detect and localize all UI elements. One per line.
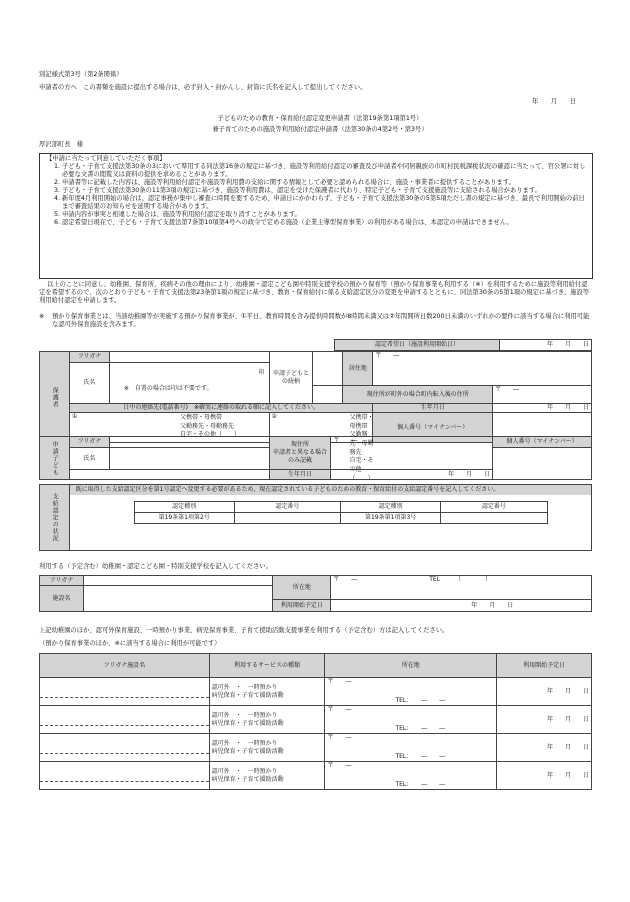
contact-type[interactable]: 自宅・その他（ ）: [179, 431, 240, 439]
seal-mark: 印: [258, 369, 265, 376]
other-furigana-line[interactable]: [40, 769, 209, 782]
notice-heading: 【申請に当たって同意していただく事項】: [46, 155, 166, 162]
cert-type-header: 認定種別: [134, 501, 234, 512]
guardian-furigana-field[interactable]: [109, 352, 269, 363]
service-option[interactable]: 認可外 ・ 一時預かり: [211, 740, 278, 747]
relation-field[interactable]: [313, 352, 343, 386]
facility-name-label: 施設名: [40, 586, 84, 612]
child-mynumber-label: 個人番号（マイナンバー）: [493, 437, 592, 448]
other-row-start[interactable]: 年 月 日: [497, 734, 592, 762]
guardian-name-field[interactable]: [109, 363, 269, 404]
other-row-name[interactable]: [40, 762, 210, 790]
cert-no-header: 認定番号: [441, 501, 548, 512]
status-cell: [69, 485, 591, 551]
notice-item: 3. 子ども・子育て支援法第30条の11第3項の規定に基づき、施設等利用費は、認定を受けた保護者に代わり、特定子ども・子育て支援施設等に支給される場合があります。: [62, 187, 586, 195]
facility-furigana-label: フリガナ: [40, 576, 84, 586]
other-row-location[interactable]: [325, 678, 497, 706]
cert-type-3: 第19条第1項第3号: [341, 512, 441, 523]
consent-notice-box: [39, 153, 593, 279]
contact-heading: 日中の連絡先(電話番号) ※確実に連絡の取れる順に記入してください。: [69, 404, 372, 413]
child-birth-field[interactable]: 年 月 日: [331, 470, 493, 480]
child-name-field[interactable]: [109, 448, 269, 470]
service-option[interactable]: 病児保育・子育て援助活動: [211, 747, 284, 755]
relation-label: 申請子どもとの続柄: [269, 352, 313, 404]
guardian-birth-field[interactable]: 年 月 日: [493, 404, 592, 413]
other-row-name[interactable]: [40, 678, 210, 706]
facility-name-field[interactable]: [83, 586, 272, 612]
cert-number-table: [134, 501, 548, 524]
title-1: 子どものための教育・保育給付認定変更申請書（法第19条第1項第1号）: [217, 115, 423, 122]
status-label: 支給認定の状況: [40, 485, 70, 551]
service-option[interactable]: 病児保育・子育て援助活動: [211, 775, 284, 783]
cert-no-header: 認定番号: [234, 501, 341, 512]
other-furigana-line[interactable]: [40, 741, 209, 754]
desired-date-label: 認定希望日（施設利用開始日）: [335, 340, 500, 351]
facility-start-label: 利用開始予定日: [273, 600, 331, 612]
other-col-location: 所在地: [325, 654, 497, 678]
child-address-field[interactable]: 〒 ―: [331, 437, 493, 470]
title-2: 兼子育てのための施設等利用給付認定申請書（法第30条の4第2号・第3号）: [212, 126, 428, 133]
contact-1-number: ①: [71, 413, 78, 420]
outside-address-label: 現住所が町外の場合町内転入後の住所: [343, 386, 493, 404]
postal: 〒 ―: [327, 734, 352, 741]
other-row-service[interactable]: [209, 734, 325, 762]
child-blank: [69, 470, 269, 480]
notice-item: 1. 子ども・子育て支援法第30条の3において準用する同法第16条の規定に基づき、施設等利用給付認定の審査及び申請者や同居親族の市町村民税課税状況の確認に当たって、官公署に対し必要な文書の閲覧又は資料の提供を求めることがあります。: [62, 163, 586, 179]
seal-note: ※ 自署の場合は印は不要です。: [123, 385, 213, 392]
child-furigana-label: フリガナ: [69, 437, 109, 448]
facility-table: [39, 575, 592, 612]
postal: 〒 ―: [327, 678, 352, 685]
contact-type[interactable]: 父勤務先・母勤務先: [179, 422, 234, 430]
other-services-table: [39, 653, 592, 790]
mynumber-label: 個人番号（マイナンバー）: [373, 413, 493, 443]
tel: TEL： ― ―: [395, 696, 446, 704]
other-row-start[interactable]: 年 月 日: [497, 678, 592, 706]
service-option[interactable]: 認可外 ・ 一時預かり: [211, 712, 278, 719]
child-birth-label: 生年月日: [269, 470, 331, 480]
other-row-start[interactable]: 年 月 日: [497, 762, 592, 790]
child-mynumber-field[interactable]: [493, 448, 592, 480]
status-text: 既に取得した支給認定区分を第1号認定へ変更する必要があるため、現在認定されている子どものための教育・保育給付の支給認定番号を記入してください。: [70, 485, 591, 495]
facility-start-field[interactable]: 年 月 日: [331, 600, 592, 612]
other-row-location[interactable]: [325, 706, 497, 734]
other-row-service[interactable]: [209, 762, 325, 790]
furigana-label: フリガナ: [69, 352, 109, 363]
other-col-start: 利用開始予定日: [497, 654, 592, 678]
desired-date-table: [334, 339, 592, 351]
outside-address-field[interactable]: 〒 ―: [493, 386, 592, 404]
residence-field[interactable]: 〒 ―: [373, 352, 592, 386]
other-row-start[interactable]: 年 月 日: [497, 706, 592, 734]
date-line: 年 月 日: [532, 98, 577, 105]
notice-item: 5. 申請内容が事実と相違した場合は、施設等利用給付認定を取り消すことがあります。: [62, 211, 586, 219]
postal: 〒 ―: [327, 762, 352, 769]
tel: TEL： ― ―: [395, 780, 446, 788]
residence-label: 居住地: [343, 352, 373, 386]
child-table: [39, 436, 592, 480]
instruction: 申請者の方へ この書類を施設に提出する場合は、必ず封入・封かんし、封筒に氏名を記入して提出してください。: [39, 84, 367, 91]
guardian-label: 保護者: [40, 352, 70, 444]
name-label: 氏名: [69, 363, 109, 404]
addressee: 厚沢部町長 様: [39, 141, 84, 148]
other-row-location[interactable]: [325, 762, 497, 790]
child-label: 申請子ども: [40, 437, 70, 480]
consent-text: 以上のことに同意し、幼稚園、保育所、疾病その他の理由により、幼稚園・認定こども園や特別支援学校の預かり保育等（預かり保育事業も利用する（※）を利用するために施設等利用給付認定を希望するので、次のとおり子ども・子育て支援法第23条第1項の規定に基づき、教育・保育給付に係る支給認定区分の変更を申請するとともに、同法第30条の5第1項の規定に基づき、施設等利用給付認定を申請します。: [39, 281, 590, 305]
notice-item: 4. 新年度4月利用開始の場合は、認定事務が集中し審査に時間を要するため、申請日にかかわらず、子ども・子育て支援法第30条の5第5項ただし書の規定に基づき、最長で利用開始の前日まで審査結果のお知らせを延期する場合があります。: [62, 195, 586, 211]
child-current-address-label: [269, 437, 331, 470]
contact-type[interactable]: 父携帯・母携帯: [179, 414, 222, 421]
status-table: [39, 484, 592, 551]
notice-list: [40, 163, 592, 227]
facility-postal: 〒 ―: [333, 576, 358, 583]
notice-item: 6. 認定希望日現在で、子ども・子育て支援法第7条第10項第4号への政令で定める施設（企業主導型保育事業）の利用がある場合は、本認定の申請はできません。: [62, 219, 586, 227]
other-furigana-line[interactable]: [40, 713, 209, 726]
form-id: 別記様式第3号（第2条関係）: [39, 71, 123, 78]
facility-furigana-field[interactable]: [83, 576, 272, 586]
contact-type[interactable]: 自宅・その他（ ）: [349, 457, 374, 482]
current-address-text: 現住所: [291, 440, 310, 448]
service-option[interactable]: 病児保育・子育て援助活動: [211, 691, 284, 699]
other-furigana-line[interactable]: [40, 685, 209, 698]
facility-tel: TEL （ ）: [429, 576, 491, 583]
different-address-note: 申請者と異なる場合のみ記載: [273, 448, 328, 465]
other-note: （預かり保育事業のほか、※に該当する場合に利用が可能です）: [39, 640, 221, 647]
tel: TEL： ― ―: [395, 752, 446, 760]
birth-label: 生年月日: [373, 404, 493, 413]
child-furigana-field[interactable]: [109, 437, 269, 448]
service-option[interactable]: 病児保育・子育て援助活動: [211, 719, 284, 727]
other-col-name: フリガナ施設名: [40, 654, 210, 678]
cert-no-3-field[interactable]: [441, 512, 548, 523]
footnote-mark: ※: [39, 313, 45, 320]
facility-intro: 利用する（予定含む）幼稚園・認定こども園・特別支援学校を記入してください。: [39, 563, 272, 570]
postal: 〒 ―: [327, 706, 352, 713]
contact-2-number: ②: [271, 413, 277, 420]
child-name-label: 氏名: [69, 448, 109, 470]
other-intro: 上記幼稚園のほか、認可外保育施設、一時預かり事業、病児保育事業、子育て援助活動支援事業を利用する（予定含む）方は記入してください。: [39, 627, 449, 634]
relation-field-lower[interactable]: [313, 386, 343, 404]
cert-type-header: 認定種別: [341, 501, 441, 512]
facility-location-label: 所在地: [273, 576, 331, 600]
service-option[interactable]: 認可外 ・ 一時預かり: [211, 684, 278, 691]
other-row-service[interactable]: [209, 706, 325, 734]
tel: TEL： ― ―: [395, 724, 446, 732]
other-row-service[interactable]: [209, 678, 325, 706]
contact-type[interactable]: 父勤務先・母勤務先: [349, 431, 374, 456]
other-row-location[interactable]: [325, 734, 497, 762]
notice-item: 2. 申請書等に記載した内容は、施設等利用給付認定や施設等利用費の支給に関する情報として必要と認められる場合に、施設・事業者に提供することがあります。: [62, 179, 586, 187]
facility-location-field[interactable]: [331, 576, 592, 600]
other-row-name[interactable]: [40, 706, 210, 734]
cert-no-2-field[interactable]: [234, 512, 341, 523]
desired-date-field[interactable]: 年 月 日: [500, 340, 592, 351]
other-col-service: 利用するサービスの種類: [209, 654, 325, 678]
contact-type[interactable]: 父携帯・母携帯: [349, 414, 374, 430]
service-option[interactable]: 認可外 ・ 一時預かり: [211, 768, 278, 775]
other-row-name[interactable]: [40, 734, 210, 762]
cert-type-2: 第19条第1項第2号: [134, 512, 234, 523]
footnote-text: 預かり保育事業とは、当該幼稚園等が実施する預かり保育事業が、①平日、教育時間を含み提供時間数が8時間未満又は②年間開所日数200日未満のいずれかの要件に該当する場合に利用可能な認可外保育施設を含みます。: [52, 313, 590, 329]
